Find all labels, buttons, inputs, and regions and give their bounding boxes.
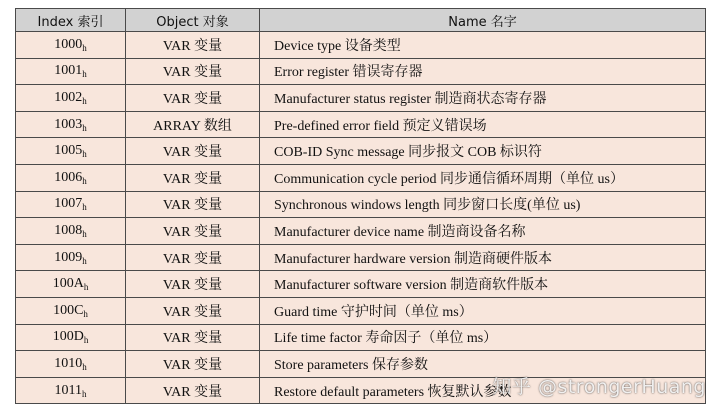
index-cell [16, 138, 126, 165]
object-dictionary-table-container [15, 8, 705, 404]
name-cell: Store parameters 保存参数 [260, 351, 706, 378]
header-name: Name 名字 [260, 9, 706, 32]
table-row [16, 58, 706, 85]
index-suffix: h [81, 388, 87, 399]
name-cell: Restore default parameters 恢复默认参数 [260, 377, 706, 404]
name-cell: Device type 设备类型 [260, 32, 706, 59]
index-cell [16, 85, 126, 112]
index-cell [16, 297, 126, 324]
object-cell: ARRAY 数组 [126, 111, 260, 138]
index-cell [16, 244, 126, 271]
index-cell [16, 377, 126, 404]
object-cell: VAR 变量 [126, 32, 260, 59]
index-suffix: h [83, 282, 89, 293]
index-cell [16, 32, 126, 59]
object-cell: VAR 变量 [126, 191, 260, 218]
index-suffix: h [82, 361, 87, 372]
object-cell: VAR 变量 [126, 218, 260, 245]
name-cell: Communication cycle period 同步通信循环周期（单位 us） [260, 164, 706, 191]
index-suffix: h [82, 175, 87, 186]
index-cell [16, 191, 126, 218]
name-cell: Manufacturer hardware version 制造商硬件版本 [260, 244, 706, 271]
index-value: 100C [53, 302, 84, 318]
index-suffix: h [82, 42, 87, 53]
name-cell: Guard time 守护时间（单位 ms） [260, 297, 706, 324]
index-value: 1001 [54, 63, 83, 79]
name-cell: Synchronous windows length 同步窗口长度(单位 us) [260, 191, 706, 218]
table-row [16, 164, 706, 191]
object-cell: VAR 变量 [126, 351, 260, 378]
header-index: Index 索引 [16, 9, 126, 32]
name-cell: Error register 错误寄存器 [260, 58, 706, 85]
index-value: 1010 [54, 355, 83, 371]
index-value: 1008 [54, 222, 83, 238]
index-suffix: h [83, 308, 88, 319]
index-value: 1002 [54, 89, 83, 105]
object-cell: VAR 变量 [126, 297, 260, 324]
object-cell: VAR 变量 [126, 85, 260, 112]
table-body [16, 32, 706, 404]
index-suffix: h [82, 255, 87, 266]
index-value: 1003 [54, 116, 83, 132]
object-cell: VAR 变量 [126, 58, 260, 85]
index-value: 1006 [54, 169, 83, 185]
table-row [16, 138, 706, 165]
watermark: 知乎 @strongerHuang [492, 376, 706, 398]
table-row [16, 244, 706, 271]
index-suffix: h [82, 69, 87, 80]
object-cell: VAR 变量 [126, 244, 260, 271]
index-suffix: h [82, 202, 87, 213]
header-object: Object 对象 [126, 9, 260, 32]
name-cell: COB-ID Sync message 同步报文 COB 标识符 [260, 138, 706, 165]
index-cell [16, 271, 126, 298]
name-cell: Manufacturer status register 制造商状态寄存器 [260, 85, 706, 112]
table-header [16, 9, 706, 32]
table-row [16, 324, 706, 351]
index-suffix: h [83, 335, 89, 346]
index-cell [16, 58, 126, 85]
index-suffix: h [82, 228, 87, 239]
table-row [16, 271, 706, 298]
object-dictionary-table [15, 8, 706, 404]
table-row [16, 111, 706, 138]
name-cell: Manufacturer device name 制造商设备名称 [260, 218, 706, 245]
name-cell: Manufacturer software version 制造商软件版本 [260, 271, 706, 298]
table-row [16, 191, 706, 218]
object-cell: VAR 变量 [126, 271, 260, 298]
name-cell: Life time factor 寿命因子（单位 ms） [260, 324, 706, 351]
object-cell: VAR 变量 [126, 138, 260, 165]
index-value: 100A [52, 276, 84, 292]
index-value: 1007 [54, 196, 83, 212]
index-suffix: h [82, 122, 87, 133]
index-cell [16, 164, 126, 191]
index-value: 1005 [54, 143, 83, 159]
index-value: 1000 [54, 36, 83, 52]
table-row [16, 85, 706, 112]
object-cell: VAR 变量 [126, 324, 260, 351]
table-row [16, 32, 706, 59]
index-cell [16, 324, 126, 351]
object-cell: VAR 变量 [126, 377, 260, 404]
index-value: 1009 [54, 249, 83, 265]
name-cell: Pre-defined error field 预定义错误场 [260, 111, 706, 138]
table-row [16, 218, 706, 245]
index-suffix: h [82, 149, 87, 160]
index-cell [16, 218, 126, 245]
header-row [16, 9, 706, 32]
index-cell [16, 351, 126, 378]
table-row [16, 297, 706, 324]
index-value: 1011 [54, 382, 82, 398]
index-cell [16, 111, 126, 138]
object-cell: VAR 变量 [126, 164, 260, 191]
index-value: 100D [52, 329, 84, 345]
index-suffix: h [82, 95, 87, 106]
